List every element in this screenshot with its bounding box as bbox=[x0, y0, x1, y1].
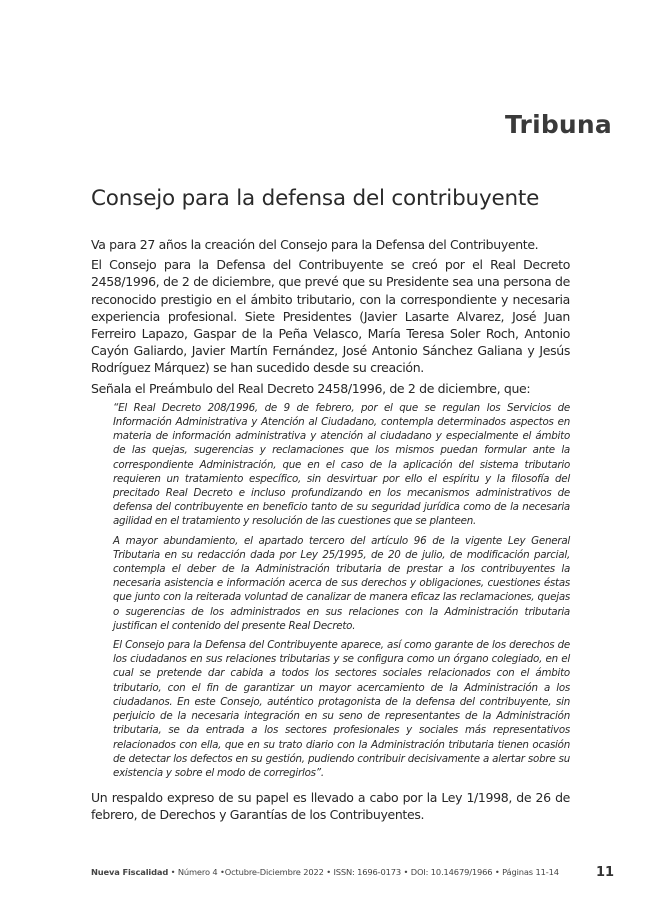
quote-paragraph: El Consejo para la Defensa del Contribuyente aparece, así como garante de los derechos de los ciudadanos en sus relaciones tributarias y se configura como un órgano colegiado, en el cual se pretende dar cabida a todos los sectores sociales relacionados con el ámbito tributario, con el fin de garantizar un mayor acercamiento de la Administración a los ciudadanos. En este Consejo, auténtico protagonista de la defensa del contribuyente, sin perjuicio de la necesaria integración en su seno de representantes de la Administración tributaria, se da entrada a los sectores profesionales y sociales más representativos relacionados con ella, que en su trato diario con la Administración tributaria tienen ocasión de detectar los defectos en su gestión, pudiendo contribuir decisivamente a alertar sobre su existencia y sobre el modo de corregirlos”. bbox=[113, 639, 570, 779]
section-label: Tribuna bbox=[505, 110, 612, 139]
page-number: 11 bbox=[596, 865, 615, 880]
page-footer bbox=[91, 867, 571, 877]
issue-details: • Número 4 •Octubre-Diciembre 2022 • ISSN: 1696-0173 • DOI: 10.14679/1966 • Páginas 11-14 bbox=[168, 867, 559, 877]
preamble-quote bbox=[113, 401, 570, 780]
closing-paragraph: Un respaldo expreso de su papel es llevado a cabo por la Ley 1/1998, de 26 de febrero, de Derechos y Garantías de los Contribuyentes. bbox=[91, 790, 570, 823]
preamble-lead-paragraph: Señala el Preámbulo del Real Decreto 2458/1996, de 2 de diciembre, que: bbox=[91, 380, 531, 396]
article-title: Consejo para la defensa del contribuyente bbox=[91, 186, 540, 211]
quote-paragraph: “El Real Decreto 208/1996, de 9 de febrero, por el que se regulan los Servicios de Información Administrativa y Atención al Ciudadano, contempla determinados aspectos en materia de información administrativa y atención al ciudadano y especialmente el ámbito de las quejas, sugerencias y reclamaciones que los mismos puedan formular ante la correspondiente Administración, que en el caso de la aplicación del sistema tributario requieren un tratamiento específico, sin desvirtuar por ello el espíritu y la filosofía del precitado Real Decreto e incluso profundizando en los mecanismos administrativos de defensa del contribuyente en beneficio tanto de su seguridad jurídica como de la necesaria agilidad en el tratamiento y resolución de las cuestiones que se planteen. bbox=[113, 401, 570, 528]
article-body bbox=[91, 236, 570, 827]
quote-paragraph: A mayor abundamiento, el apartado tercero del artículo 96 de la vigente Ley General Tributaria en su redacción dada por Ley 25/1995, de 20 de julio, de modificación parcial, contempla el deber de la Administración tributaria de prestar a los contribuyentes la necesaria asistencia e información acerca de sus derechos y obligaciones, cuestiones éstas que junto con la reiterada voluntad de canalizar de manera eficaz las reclamaciones, quejas o sugerencias de los administrados en sus relaciones con la Administración tributaria justifican el contenido del presente Real Decreto. bbox=[113, 534, 570, 632]
journal-name: Nueva Fiscalidad bbox=[91, 867, 169, 877]
history-paragraph: El Consejo para la Defensa del Contribuyente se creó por el Real Decreto 2458/1996, de 2 de diciembre, que prevé que su Presidente sea una persona de reconocido prestigio en el ámbito tributario, con la correspondiente y necesaria experiencia profesional. Siete Presidentes (Javier Lasarte Alvarez, José Juan Ferreiro Lapazo, Gaspar de la Peña Velasco, María Teresa Soler Roch, Antonio Cayón Galiardo, Javier Martín Fernández, José Antonio Sánchez Galiana y Jesús Rodríguez Márquez) se han sucedido desde su creación. bbox=[91, 257, 570, 376]
intro-paragraph: Va para 27 años la creación del Consejo para la Defensa del Contribuyente. bbox=[91, 237, 539, 252]
